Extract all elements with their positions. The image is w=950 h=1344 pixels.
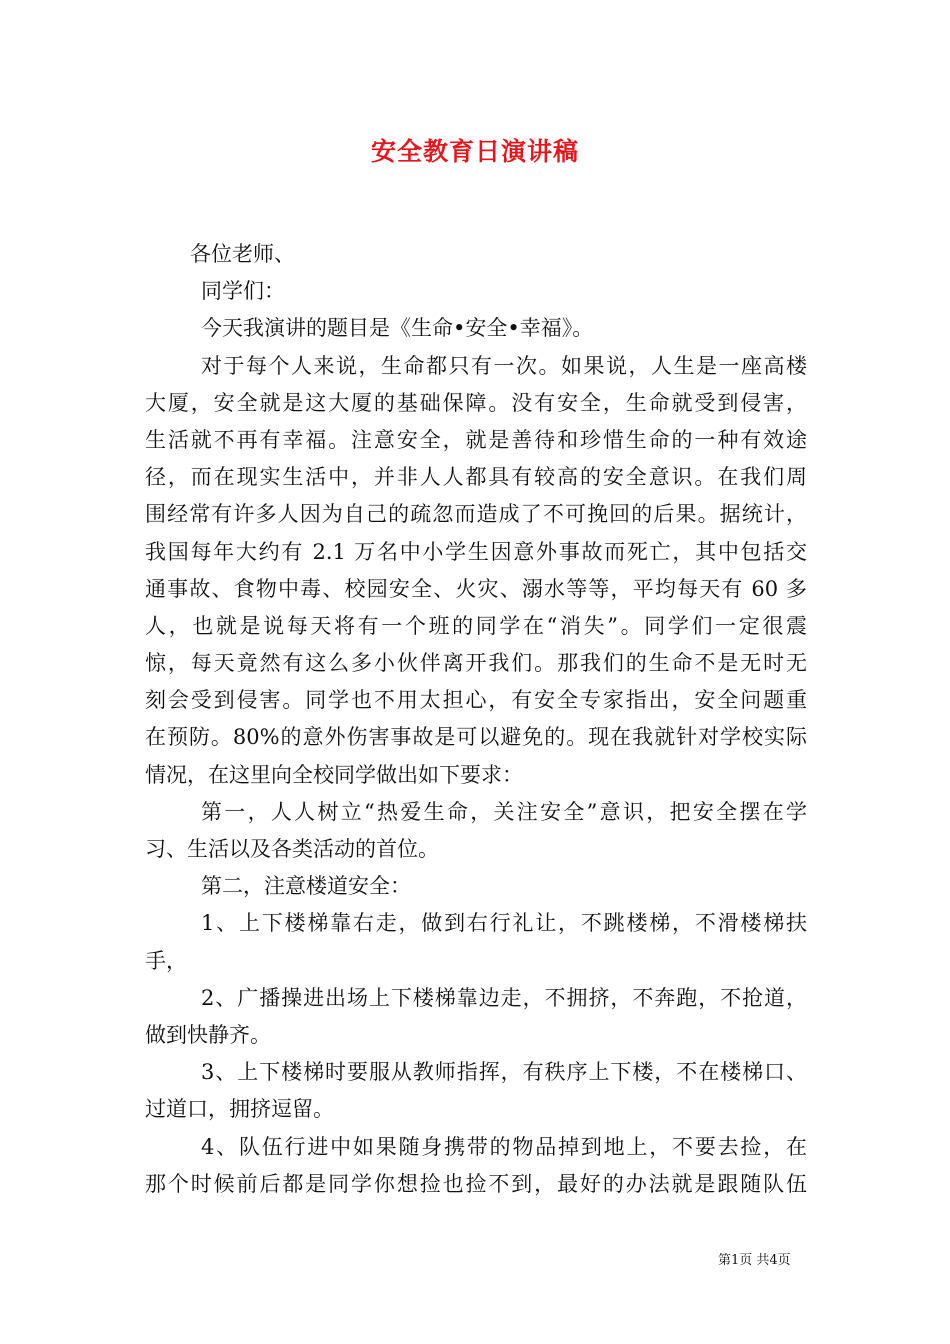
list-item-line: 那个时候前后都是同学你想捡也捡不到，最好的办法就是跟随队伍 [145,1171,807,1196]
salutation-line: 各位老师、 [190,242,295,266]
document-body [145,236,807,1203]
paragraph-line: 第二，注意楼道安全： [201,874,411,899]
list-item-line: 4、队伍行进中如果随身携带的物品掉到地上，不要去捡，在 [201,1134,807,1159]
list-item-line: 2、广播操进出场上下楼梯靠边走，不拥挤，不奔跑，不抢道， [201,985,807,1010]
paragraph-line: 在预防。80%的意外伤害事故是可以避免的。现在我就针对学校实际 [145,725,807,750]
list-item-line: 做到快静齐。 [145,1022,271,1047]
paragraph-line: 今天我演讲的题目是《生命•安全•幸福》。 [201,316,594,341]
page-number: 第1页 共4页 [718,1253,791,1268]
paragraph-line: 刻会受到侵害。同学也不用太担心，有安全专家指出，安全问题重 [145,688,807,713]
list-item-line: 3、上下楼梯时要服从教师指挥，有秩序上下楼，不在楼梯口、 [201,1060,807,1085]
paragraph-line: 人，也就是说每天将有一个班的同学在“消失”。同学们一定很震 [145,613,807,638]
document-title: 安全教育日演讲稿 [370,137,579,166]
paragraph-line: 对于每个人来说，生命都只有一次。如果说，人生是一座高楼 [201,353,807,378]
paragraph-line: 生活就不再有幸福。注意安全，就是善待和珍惜生命的一种有效途 [145,427,807,452]
paragraph-line: 第一，人人树立“热爱生命，关注安全”意识，把安全摆在学 [201,799,807,824]
paragraph-line: 情况，在这里向全校同学做出如下要求： [145,762,523,787]
paragraph-line: 我国每年大约有 2.1 万名中小学生因意外事故而死亡，其中包括交 [145,539,807,564]
paragraph-line: 大厦，安全就是这大厦的基础保障。没有安全，生命就受到侵害， [145,390,807,415]
list-item-line: 1、上下楼梯靠右走，做到右行礼让，不跳楼梯，不滑楼梯扶 [201,911,807,936]
list-item-line: 过道口，拥挤逗留。 [145,1097,334,1122]
salutation-line: 同学们： [201,279,285,304]
paragraph-line: 围经常有许多人因为自己的疏忽而造成了不可挽回的后果。据统计， [145,502,807,527]
paragraph-line: 习、生活以及各类活动的首位。 [145,837,439,861]
list-item-line: 手， [145,948,187,973]
paragraph-line: 径，而在现实生活中，并非人人都具有较高的安全意识。在我们周 [145,465,807,490]
paragraph-line: 通事故、食物中毒、校园安全、火灾、溺水等等，平均每天有 60 多 [145,576,807,601]
paragraph-line: 惊，每天竟然有这么多小伙伴离开我们。那我们的生命不是无时无 [145,651,807,676]
